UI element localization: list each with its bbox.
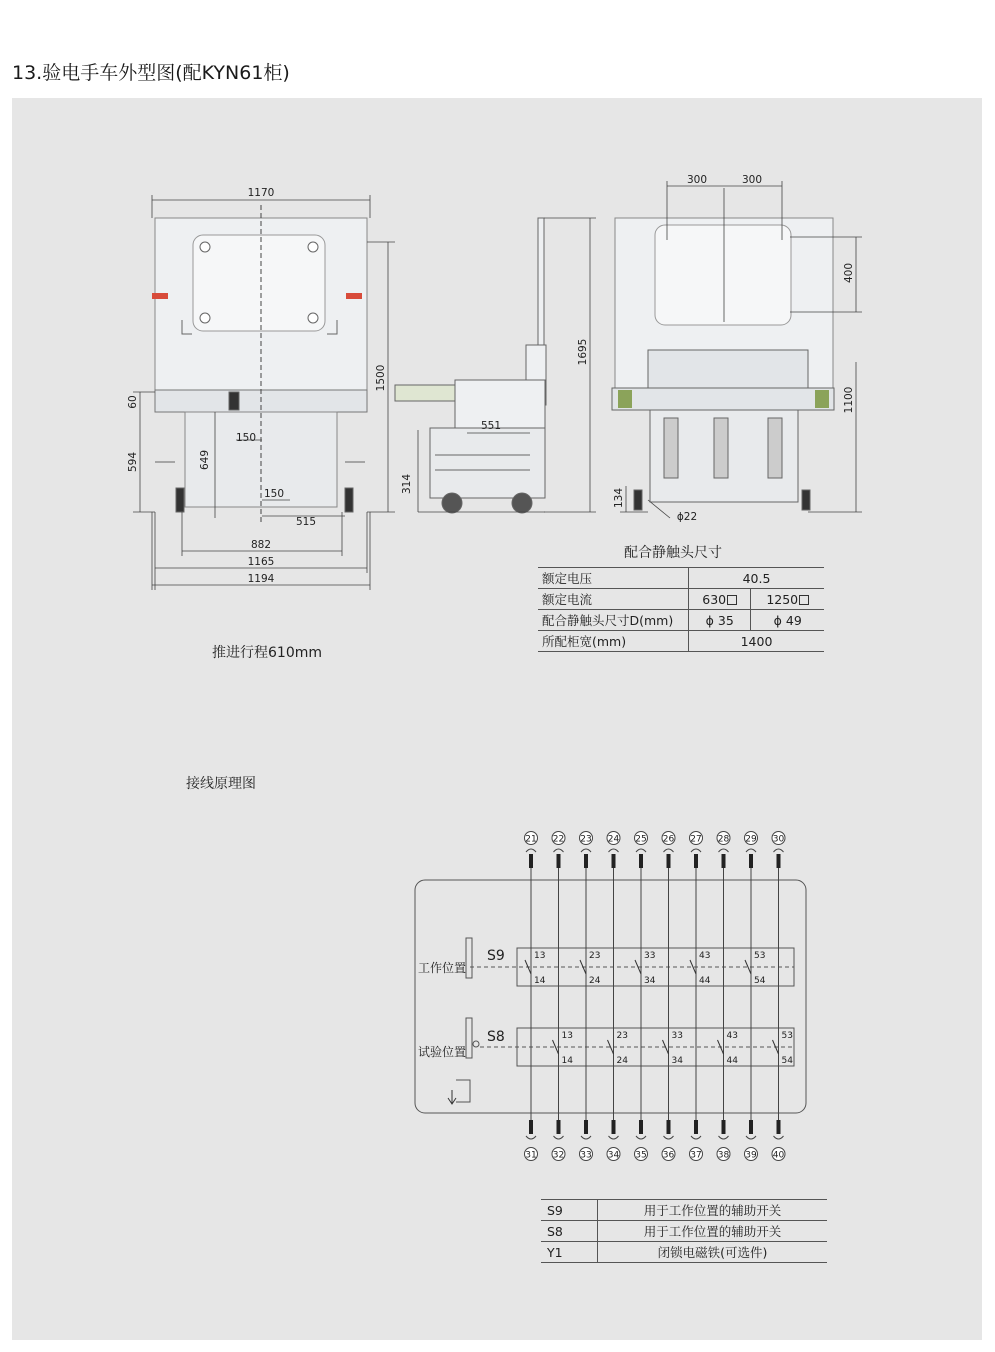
terminal-top-label: 26: [662, 834, 675, 845]
dim-594: 594: [127, 451, 139, 473]
dim-400: 400: [843, 262, 855, 284]
terminal-bottom-label: 34: [607, 1150, 620, 1161]
terminal-plug-top: [722, 854, 726, 868]
contact-top-label: 43: [699, 951, 711, 961]
dim-1170: 1170: [247, 187, 275, 199]
terminal-bottom-label: 31: [525, 1150, 537, 1161]
terminal-arc-bottom: [664, 1136, 674, 1139]
terminal-plug-top: [612, 854, 616, 868]
terminal-plug-bottom: [639, 1120, 643, 1134]
terminal-top-label: 30: [772, 834, 785, 845]
terminal-plug-top: [529, 854, 533, 868]
stroke-caption: 推进行程610mm: [212, 645, 322, 661]
terminal-top-label: 22: [552, 834, 565, 845]
terminal-plug-bottom: [612, 1120, 616, 1134]
terminal-bottom-label: 39: [745, 1150, 757, 1161]
terminal-arc-bottom: [581, 1136, 591, 1139]
terminal-plug-bottom: [777, 1120, 781, 1134]
spec-row-current: [538, 589, 824, 610]
s9-position-label: 工作位置: [418, 961, 467, 975]
contact-bottom-label: 24: [589, 976, 601, 986]
terminal-plug-top: [749, 854, 753, 868]
dim-649: 649: [199, 449, 211, 471]
contact-top-label: 13: [534, 951, 546, 961]
spec-table-caption: 配合静触头尺寸: [624, 545, 722, 561]
spec-value: 1400: [689, 631, 825, 652]
contact-top-label: 53: [781, 1031, 793, 1041]
dim-515: 515: [295, 516, 317, 528]
legend-code: S8: [541, 1221, 598, 1242]
contact-bottom-label: 24: [616, 1056, 628, 1066]
page-title: 13.验电手车外型图(配KYN61柜): [12, 62, 290, 84]
terminal-bottom-label: 37: [690, 1150, 702, 1161]
contact-top-label: 33: [644, 951, 656, 961]
terminal-arc-bottom: [774, 1136, 784, 1139]
s8-position-label: 试验位置: [418, 1045, 467, 1059]
contact-bottom-label: 14: [561, 1056, 573, 1066]
terminal-top-label: 28: [717, 834, 730, 845]
dim-60: 60: [127, 395, 139, 409]
contact-bottom-label: 44: [699, 976, 711, 986]
switch-contact: [525, 960, 531, 974]
terminal-arc-bottom: [691, 1136, 701, 1139]
terminal-arc-top: [526, 849, 536, 852]
dim-882: 882: [250, 539, 272, 551]
dim-1194: 1194: [247, 573, 275, 585]
terminal-plug-top: [639, 854, 643, 868]
terminal-bottom-label: 32: [552, 1150, 565, 1161]
terminal-plug-bottom: [584, 1120, 588, 1134]
terminal-top-label: 29: [745, 834, 757, 845]
legend-desc: 闭锁电磁铁(可选件): [598, 1242, 828, 1263]
spec-value: ϕ 35: [689, 610, 751, 631]
terminal-arc-top: [746, 849, 756, 852]
terminal-top-label: 24: [607, 834, 620, 845]
terminal-plug-bottom: [667, 1120, 671, 1134]
dim-1100: 1100: [843, 386, 855, 414]
spec-label: 额定电压: [538, 568, 689, 589]
legend-code: Y1: [541, 1242, 598, 1263]
contact-bottom-label: 44: [726, 1056, 738, 1066]
spec-value: 40.5: [689, 568, 825, 589]
legend-table: [541, 1199, 827, 1263]
contact-bottom-label: 34: [671, 1056, 683, 1066]
terminal-top-label: 25: [635, 834, 647, 845]
legend-desc: 用于工作位置的辅助开关: [598, 1221, 828, 1242]
terminal-top-label: 27: [690, 834, 702, 845]
terminal-arc-bottom: [636, 1136, 646, 1139]
spec-table: [538, 567, 824, 652]
terminal-plug-bottom: [529, 1120, 533, 1134]
terminal-plug-top: [557, 854, 561, 868]
dim-1500: 1500: [375, 364, 387, 392]
legend-row: [541, 1221, 827, 1242]
dim-551: 551: [480, 420, 502, 432]
contact-top-label: 53: [754, 951, 766, 961]
terminal-arc-top: [554, 849, 564, 852]
terminal-arc-bottom: [609, 1136, 619, 1139]
contact-bottom-label: 54: [754, 976, 766, 986]
terminal-arc-top: [774, 849, 784, 852]
terminal-plug-bottom: [722, 1120, 726, 1134]
terminal-top-label: 23: [580, 834, 592, 845]
s9-label: S9: [487, 948, 505, 964]
dim-1695: 1695: [577, 338, 589, 366]
legend-row: [541, 1242, 827, 1263]
contact-top-label: 13: [561, 1031, 573, 1041]
spec-label: 额定电流: [538, 589, 689, 610]
dim-1165: 1165: [247, 556, 275, 568]
contact-top-label: 23: [589, 951, 601, 961]
dim-150-a: 150: [235, 432, 257, 444]
contact-top-label: 43: [726, 1031, 738, 1041]
legend-code: S9: [541, 1200, 598, 1221]
dim-150-b: 150: [263, 488, 285, 500]
terminal-arc-top: [719, 849, 729, 852]
terminal-arc-bottom: [746, 1136, 756, 1139]
terminal-arc-top: [664, 849, 674, 852]
terminal-plug-top: [777, 854, 781, 868]
contact-top-label: 23: [616, 1031, 628, 1041]
spec-label: 配合静触头尺寸D(mm): [538, 610, 689, 631]
wiring-caption: 接线原理图: [186, 776, 256, 792]
terminal-plug-bottom: [694, 1120, 698, 1134]
dim-300-a: 300: [686, 174, 708, 186]
terminal-plug-top: [584, 854, 588, 868]
dim-134: 134: [613, 487, 625, 509]
contact-top-label: 33: [671, 1031, 683, 1041]
contact-bottom-label: 14: [534, 976, 546, 986]
dim-phi22: ϕ22: [676, 511, 698, 523]
spec-row-cabinet-width: [538, 631, 824, 652]
dim-300-b: 300: [741, 174, 763, 186]
terminal-plug-top: [694, 854, 698, 868]
contact-bottom-label: 34: [644, 976, 656, 986]
terminal-bottom-label: 35: [635, 1150, 647, 1161]
terminal-arc-bottom: [554, 1136, 564, 1139]
terminal-bottom-label: 38: [717, 1150, 730, 1161]
terminal-bottom-label: 40: [772, 1150, 785, 1161]
terminal-arc-top: [691, 849, 701, 852]
terminal-bottom-label: 33: [580, 1150, 592, 1161]
spec-value: ϕ 49: [751, 610, 824, 631]
terminal-arc-bottom: [526, 1136, 536, 1139]
terminal-bottom-label: 36: [662, 1150, 675, 1161]
spec-value: 630: [689, 589, 751, 610]
contact-bottom-label: 54: [781, 1056, 793, 1066]
terminal-top-label: 21: [525, 834, 537, 845]
spec-row-voltage: [538, 568, 824, 589]
spec-value: 1250: [751, 589, 824, 610]
terminal-arc-bottom: [719, 1136, 729, 1139]
legend-row: [541, 1200, 827, 1221]
terminal-plug-bottom: [557, 1120, 561, 1134]
s8-label: S8: [487, 1029, 505, 1045]
legend-desc: 用于工作位置的辅助开关: [598, 1200, 828, 1221]
terminal-plug-bottom: [749, 1120, 753, 1134]
terminal-plug-top: [667, 854, 671, 868]
wiring-diagram: [0, 820, 995, 1170]
terminal-arc-top: [609, 849, 619, 852]
terminal-arc-top: [636, 849, 646, 852]
spec-row-contact-size: [538, 610, 824, 631]
dim-314: 314: [401, 473, 413, 495]
terminal-arc-top: [581, 849, 591, 852]
spec-label: 所配柜宽(mm): [538, 631, 689, 652]
